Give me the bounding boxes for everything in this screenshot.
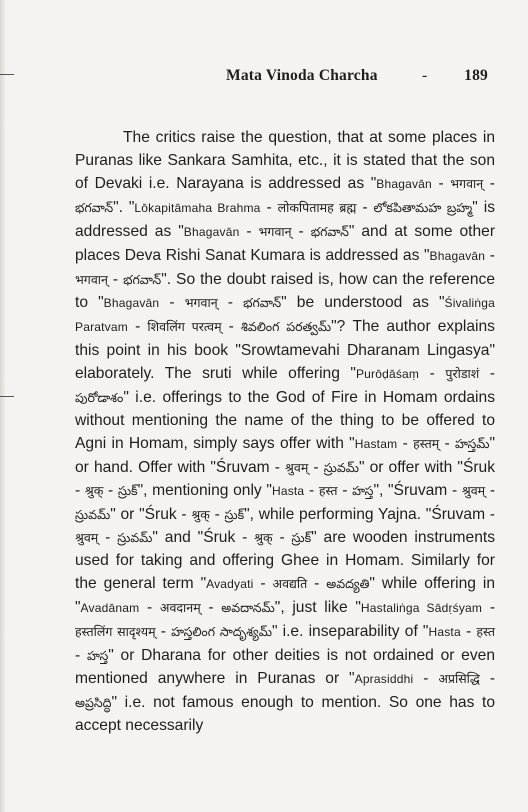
devanagari-term: भगवान्: [184, 295, 218, 310]
telugu-term: భగవాన్: [75, 200, 114, 215]
text-run: -: [460, 623, 477, 640]
text-run: -: [419, 365, 446, 382]
devanagari-term: हस्तलिंग सादृश्यम्: [75, 624, 156, 639]
text-run: -: [260, 199, 278, 216]
text-run: ". ": [113, 199, 135, 216]
telugu-term: అవద్యతి: [326, 576, 370, 591]
text-run: The critics raise the question, that at some places in Puranas like Sankara Samhita, etc., it is stated that the son of Devaki i.e. Narayana is addressed as ": [75, 129, 495, 192]
text-run: -: [485, 247, 495, 264]
transliteration: Avadānam: [80, 601, 140, 615]
telugu-term: హస్త: [86, 648, 109, 663]
text-run: -: [479, 365, 495, 382]
text-run: -: [272, 529, 292, 546]
text-run: " and at some other places Deva Rishi Sanat Kumara is addressed as ": [75, 223, 496, 264]
transliteration: Aprasiddhi: [354, 672, 414, 686]
body-paragraph: [75, 126, 495, 737]
text-run: -: [139, 599, 160, 616]
text-run: " i.e. inseparability of ": [271, 623, 429, 640]
telugu-term: స్రుక్: [224, 507, 245, 522]
devanagari-term: भगवान्: [450, 176, 484, 191]
text-run: " or hand. Offer with "Śruvam -: [75, 435, 496, 476]
telugu-term: స్రుక్: [117, 483, 138, 498]
telugu-term: భగవాన్: [310, 224, 349, 239]
text-run: -: [155, 623, 172, 640]
devanagari-term: हस्त: [476, 624, 495, 639]
text-run: -: [431, 175, 451, 192]
text-run: "? The author explains this point in his book "Srowtamevahi Dharanam Lingasya" elaborately. The sruti while offering ": [75, 318, 495, 382]
devanagari-term: शिवलिंग परत्वम्: [147, 319, 222, 334]
text-run: -: [308, 459, 324, 476]
text-run: -: [103, 482, 118, 499]
telugu-term: స్రువమ్: [323, 460, 359, 475]
devanagari-term: श्रुवम्: [285, 460, 309, 475]
text-run: " while offering in ": [75, 575, 496, 616]
telugu-term: భగవాన్: [243, 295, 282, 310]
transliteration: Bhagavān: [376, 177, 432, 191]
page-edge-mark: [0, 74, 14, 75]
devanagari-term: अप्रसिद्धि: [438, 671, 480, 686]
text-run: -: [127, 318, 148, 335]
telugu-term: స్రుక్: [291, 530, 312, 545]
devanagari-term: श्रुक्: [84, 483, 104, 498]
devanagari-term: भगवान्: [75, 272, 108, 287]
text-run: -: [98, 529, 118, 546]
text-run: -: [337, 482, 353, 499]
running-head: [226, 67, 488, 89]
telugu-term: అవదానమ్: [221, 600, 275, 615]
text-run: -: [291, 223, 311, 240]
text-run: " be understood as ": [281, 294, 445, 311]
telugu-term: హస్త: [352, 483, 374, 498]
text-run: -: [356, 199, 374, 216]
telugu-term: స్రువమ్: [75, 507, 111, 522]
text-run: " and "Śruk -: [152, 529, 255, 546]
text-run: -: [217, 294, 244, 311]
devanagari-term: श्रुवम्: [461, 483, 486, 498]
text-run: " or "Śruk -: [110, 506, 192, 523]
devanagari-term: श्रुक्: [254, 530, 273, 545]
text-run: -: [159, 294, 185, 311]
telugu-term: స్రువమ్: [117, 530, 153, 545]
text-run: -: [239, 223, 259, 240]
transliteration: Bhagavān: [183, 225, 240, 239]
text-run: -: [307, 575, 327, 592]
text-run: -: [209, 506, 225, 523]
telugu-term: పురోడాశం: [75, 390, 124, 405]
text-run: -: [253, 575, 273, 592]
transliteration: Śivaliṅga Paratvam: [75, 296, 496, 334]
text-run: -: [482, 599, 496, 616]
text-run: ", mentioning only ": [137, 482, 272, 499]
text-run: " or offer with "Śruk -: [75, 459, 496, 499]
text-run: ". So the doubt raised is, how can the reference to ": [75, 271, 495, 311]
transliteration: Hastam: [354, 437, 398, 451]
text-run: " are wooden instruments used for taking and offering Ghee in Homam. Similarly for the general term ": [75, 529, 496, 592]
page-edge-shadow: [0, 0, 6, 812]
text-run: -: [107, 271, 124, 288]
text-run: " or Dharana for other deities is not ordained or even mentioned anywhere in Puranas or ": [75, 647, 495, 687]
text-run: ", "Śruvam -: [373, 482, 462, 499]
text-run: -: [413, 670, 439, 687]
devanagari-term: हस्तम्: [413, 436, 440, 451]
transliteration: Bhagavān: [103, 296, 160, 310]
text-run: " i.e. offerings to the God of Fire in Homam ordains without mentioning the name of the thing to be offered to Agni in Homam, simply says offer with ": [75, 389, 495, 452]
devanagari-term: पुरोडाशं: [445, 366, 480, 381]
telugu-term: హస్తమ్: [454, 436, 490, 451]
transliteration: Lōkapitāmaha Brahma: [134, 201, 261, 215]
devanagari-term: अवदानम्: [159, 600, 201, 615]
text-run: -: [304, 482, 319, 499]
text-run: -: [483, 175, 495, 192]
telugu-term: అప్రసిద్ధి: [75, 695, 112, 710]
page-number: 189: [464, 67, 488, 84]
transliteration: Avadyati: [206, 577, 254, 591]
devanagari-term: भगवान्: [258, 224, 292, 239]
text-run: -: [221, 318, 241, 335]
running-head-title: Mata Vinoda Charcha: [226, 67, 378, 84]
devanagari-term: अवद्यति: [272, 576, 308, 591]
telugu-term: శివలింగ పరత్వమ్: [240, 319, 332, 334]
text-run: -: [397, 435, 414, 452]
devanagari-term: श्रुक्: [191, 507, 210, 522]
text-run: ", while performing Yajna. "Śruvam -: [244, 506, 495, 523]
devanagari-term: हस्त: [318, 483, 338, 498]
devanagari-term: लोकपितामह ब्रह्म: [277, 200, 357, 215]
text-run: -: [439, 435, 455, 452]
text-run: " is addressed as ": [75, 199, 496, 240]
transliteration: Hasta: [271, 484, 305, 498]
telugu-term: లోకపితామహ బ్రహ్మ: [373, 200, 473, 215]
text-run: -: [485, 482, 496, 499]
transliteration: Hasta: [428, 625, 461, 639]
telugu-term: హస్తలింగ సాదృశ్యమ్: [171, 624, 272, 639]
devanagari-term: श्रुवम्: [75, 530, 99, 545]
text-run: -: [479, 670, 496, 687]
page-edge-mark: [0, 396, 14, 397]
text-run: -: [200, 599, 222, 616]
text-run: " i.e. not famous enough to mention. So one has to accept necessarily: [75, 694, 495, 734]
transliteration: Bhagavān: [429, 249, 486, 263]
running-head-separator: -: [422, 67, 428, 84]
transliteration: Purōḍāśaṃ: [355, 367, 420, 381]
telugu-term: భగవాన్: [123, 272, 162, 287]
text-run: ", just like ": [274, 599, 361, 616]
text-run: -: [75, 647, 87, 664]
transliteration: Hastaliṅga Sādṛśyam: [360, 601, 483, 615]
